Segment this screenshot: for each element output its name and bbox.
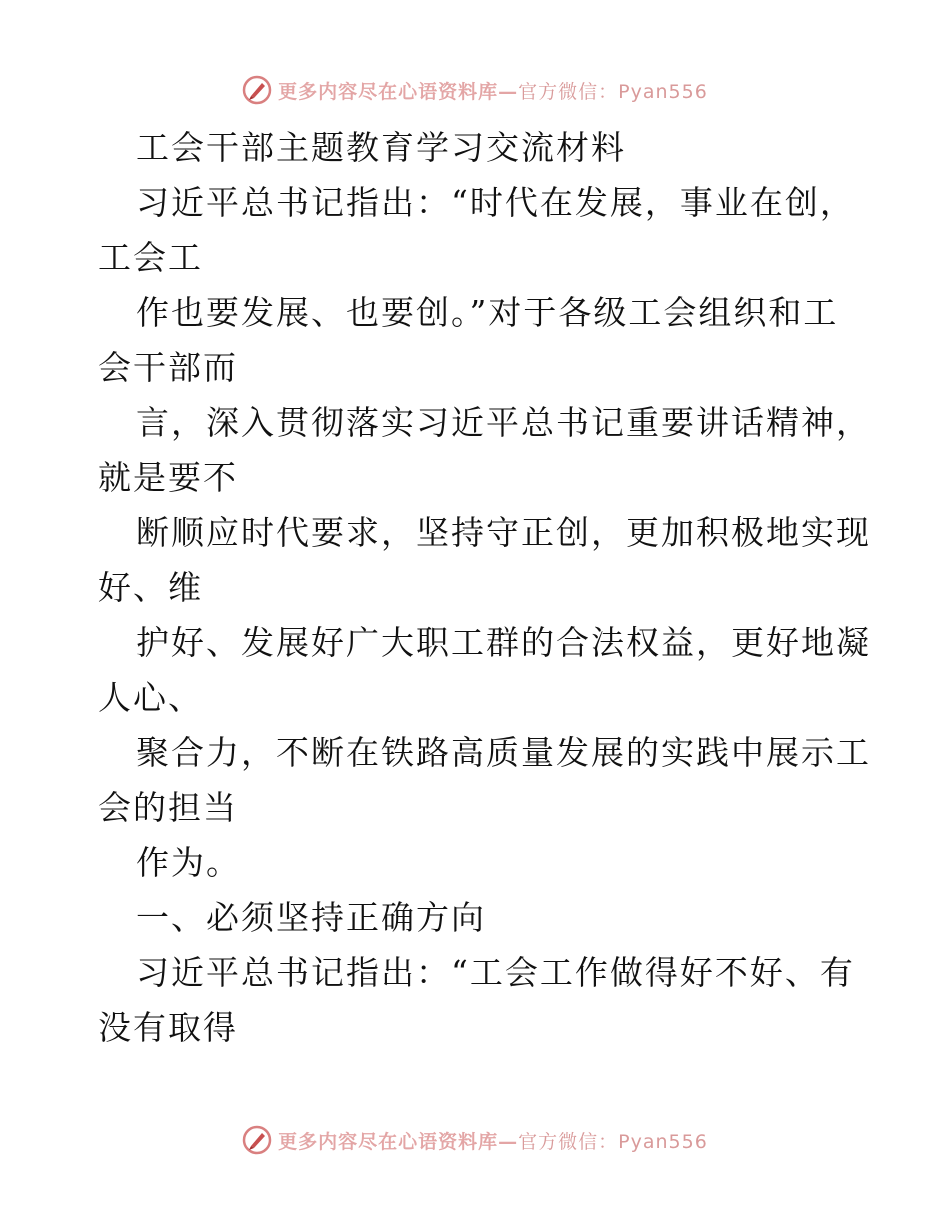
text-line: 人心、 [98,678,203,717]
watermark-header [0,72,950,108]
text-line: 会的担当 [98,788,238,827]
text-line: 作也要发展、也要创。”对于各级工会组织和工 [136,293,839,332]
watermark-footer [0,1122,950,1158]
text-line: 言，深入贯彻落实习近平总书记重要讲话精神， [136,403,871,442]
text-line: 没有取得 [98,1008,238,1047]
text-line: 习近平总书记指出：“时代在发展，事业在创， [136,183,855,222]
fountain-pen-logo-icon [242,1125,272,1155]
text-line: 作为。 [136,843,241,882]
document-body [98,120,871,1055]
text-line: 习近平总书记指出：“工会工作做得好不好、有 [136,953,855,992]
watermark-text: 更多内容尽在心语资料库—官方微信：Pyan556 [278,1130,708,1153]
watermark-text: 更多内容尽在心语资料库—官方微信：Pyan556 [278,80,708,103]
text-line: 断顺应时代要求，坚持守正创，更加积极地实现 [136,513,871,552]
text-line: 会干部而 [98,348,238,387]
text-line: 就是要不 [98,458,238,497]
text-line: 聚合力，不断在铁路高质量发展的实践中展示工 [136,733,871,772]
document-title: 工会干部主题教育学习交流材料 [136,128,626,167]
text-line: 一、必须坚持正确方向 [136,898,486,937]
text-line: 工会工 [98,238,203,277]
fountain-pen-logo-icon [242,75,272,105]
text-line: 好、维 [98,568,203,607]
text-line: 护好、发展好广大职工群的合法权益，更好地凝 [136,623,871,662]
